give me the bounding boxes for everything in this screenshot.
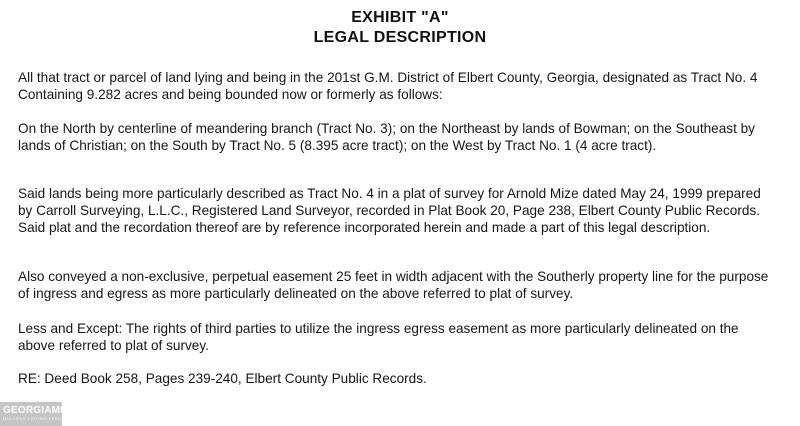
paragraph-deed-reference: RE: Deed Book 258, Pages 239-240, Elbert County Public Records.	[18, 371, 427, 386]
paragraph-easement: Also conveyed a non-exclusive, perpetual easement 25 feet in width adjacent with the Southerly property line for the purpose of ingress and egress as more particularly delineated on the above referred to plat of survey.	[18, 269, 769, 301]
watermark-brand: GEORGIAMLS	[3, 405, 74, 416]
watermark-tagline: MULTIPLE LISTING SERVICE	[3, 416, 70, 421]
georgiamls-watermark-logo	[0, 402, 74, 426]
paragraph-less-and-except: Less and Except: The rights of third parties to utilize the ingress egress easement as more particularly delineated on the above referred to plat of survey.	[18, 321, 739, 353]
paragraph-plat-reference: Said lands being more particularly described as Tract No. 4 in a plat of survey for Arnold Mize dated May 24, 1999 prepared by Carroll Surveying, L.L.C., Registered Land Surveyor, recorded in Plat Book 20, Page 238, Elbert County Public Records. Said plat and the recordation thereof are by reference incorporated herein and made a part of this legal description.	[18, 186, 761, 235]
paragraph-boundaries: On the North by centerline of meandering branch (Tract No. 3); on the Northeast by lands of Bowman; on the Southeast by lands of Christian; on the South by Tract No. 5 (8.395 acre tract); on the West by Tract No. 1 (4 acre tract).	[18, 121, 755, 153]
exhibit-title: EXHIBIT "A"	[351, 9, 449, 26]
paragraph-tract-designation: All that tract or parcel of land lying and being in the 201st G.M. District of Elbert County, Georgia, designated as Tract No. 4 Containing 9.282 acres and being bounded now or formerly as follows:	[18, 70, 758, 102]
legal-description-heading: LEGAL DESCRIPTION	[313, 29, 487, 46]
